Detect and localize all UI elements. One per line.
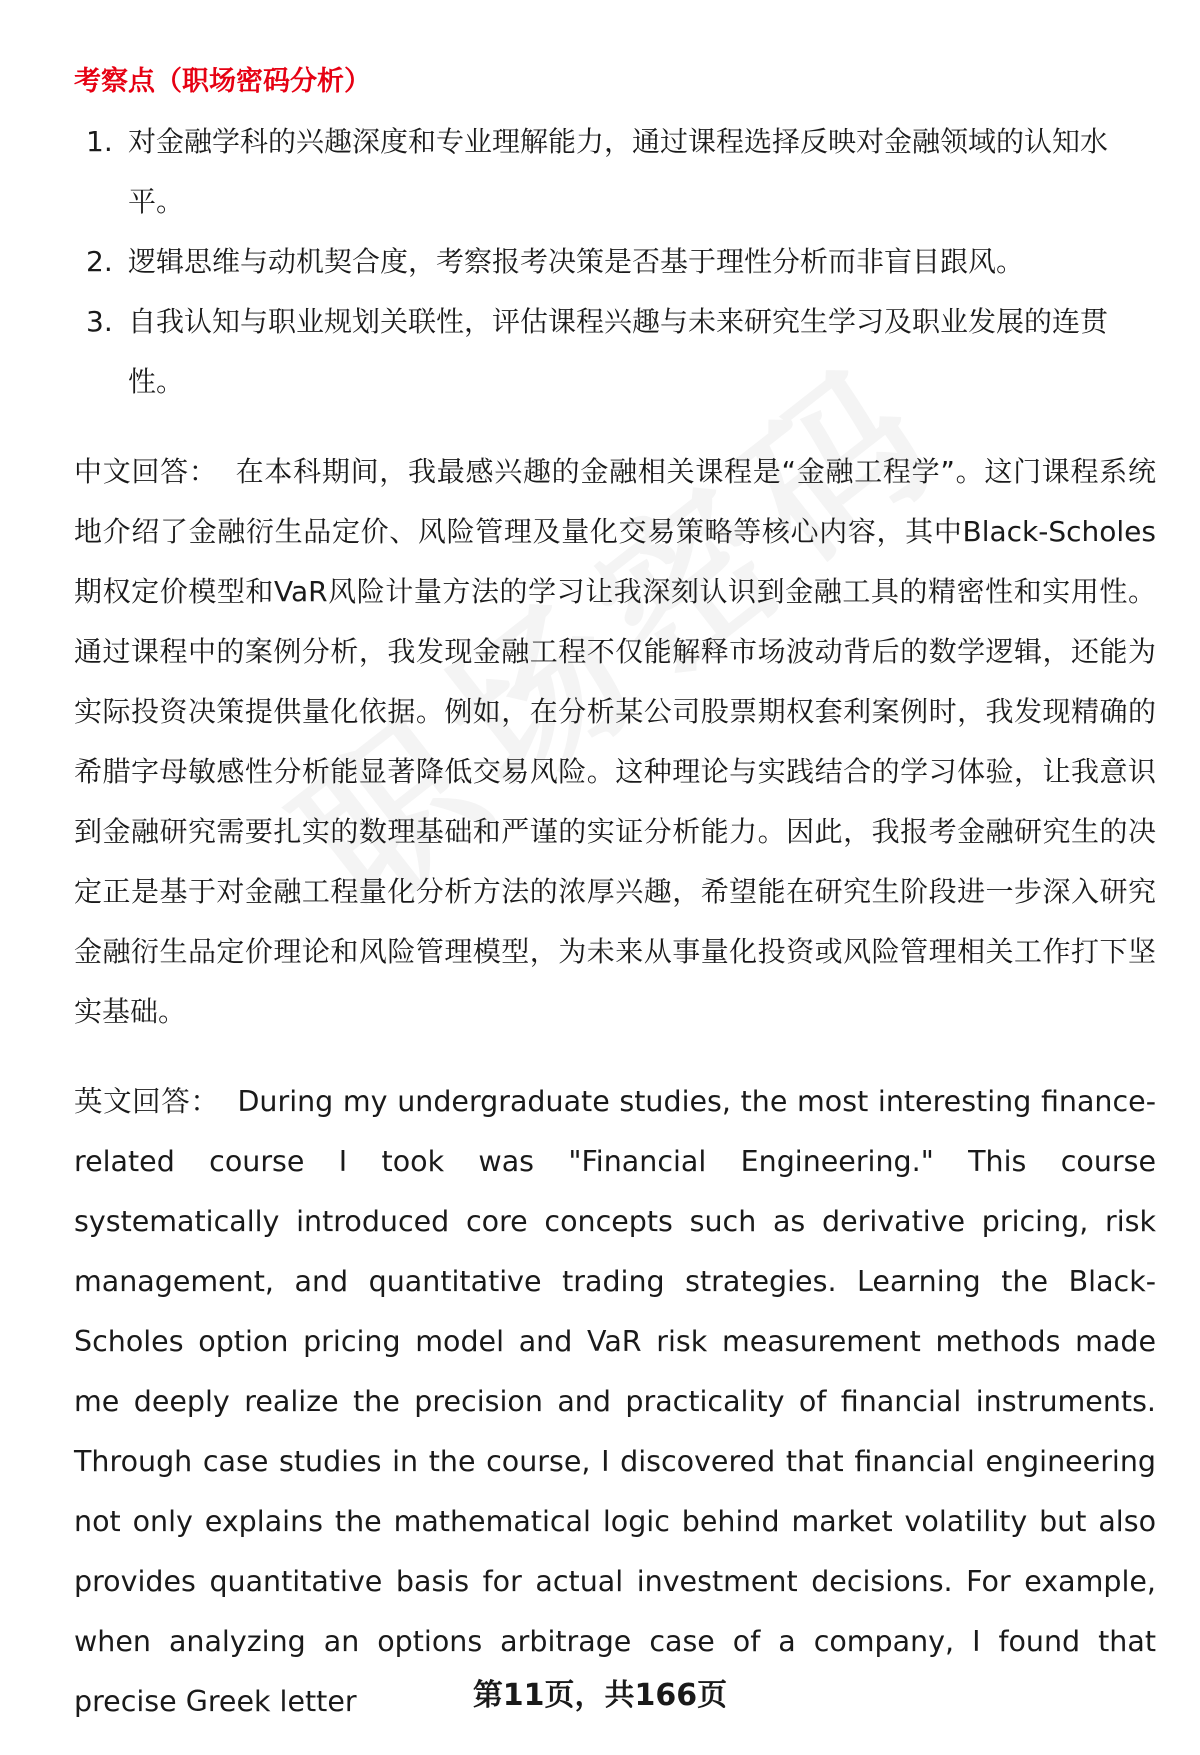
assessment-points-list — [74, 112, 1156, 412]
english-answer — [74, 1072, 1156, 1732]
list-item-number: 3. — [86, 305, 113, 338]
english-answer-text: During my undergraduate studies, the most interesting finance-related course I took was "Financial Engineering." This course systematically introduced core concepts such as derivative pricing, risk management, and quantitative trading strategies. Learning the Black-Scholes option pricing model and VaR risk measurement methods made me deeply realize the precision and practicality of financial instruments. Through case studies in the course, I discovered that financial engineering not only explains the mathematical logic behind market volatility but also provides quantitative basis for actual investment decisions. For example, when analyzing an options arbitrage case of a company, I found that precise Greek letter — [74, 1085, 1156, 1718]
page-number: 第11页，共166页 — [472, 1678, 728, 1713]
list-item-number: 2. — [86, 245, 113, 278]
list-item-text: 对金融学科的兴趣深度和专业理解能力，通过课程选择反映对金融领域的认知水平。 — [128, 125, 1109, 218]
list-item-number: 1. — [86, 125, 113, 158]
chinese-answer-text: 在本科期间，我最感兴趣的金融相关课程是“金融工程学”。这门课程系统地介绍了金融衍生品定价、风险管理及量化交易策略等核心内容，其中Black-Scholes期权定价模型和VaR风险计量方法的学习让我深刻认识到金融工具的精密性和实用性。通过课程中的案例分析，我发现金融工程不仅能解释市场波动背后的数学逻辑，还能为实际投资决策提供量化依据。例如，在分析某公司股票期权套利案例时，我发现精确的希腊字母敏感性分析能显著降低交易风险。这种理论与实践结合的学习体验，让我意识到金融研究需要扎实的数理基础和严谨的实证分析能力。因此，我报考金融研究生的决定正是基于对金融工程量化分析方法的浓厚兴趣，希望能在研究生阶段进一步深入研究金融衍生品定价理论和风险管理模型，为未来从事量化投资或风险管理相关工作打下坚实基础。 — [74, 455, 1156, 1028]
list-item-text: 逻辑思维与动机契合度，考察报考决策是否基于理性分析而非盲目跟风。 — [128, 245, 1025, 278]
document-page — [74, 52, 1156, 1732]
section-title: 考察点（职场密码分析） — [74, 66, 371, 97]
list-item-text: 自我认知与职业规划关联性，评估课程兴趣与未来研究生学习及职业发展的连贯性。 — [128, 305, 1109, 398]
list-item — [74, 232, 1156, 292]
chinese-answer — [74, 442, 1156, 1042]
list-item — [74, 112, 1156, 232]
english-answer-label: 英文回答： — [74, 1085, 220, 1118]
list-item — [74, 292, 1156, 412]
chinese-answer-label: 中文回答： — [74, 455, 218, 488]
